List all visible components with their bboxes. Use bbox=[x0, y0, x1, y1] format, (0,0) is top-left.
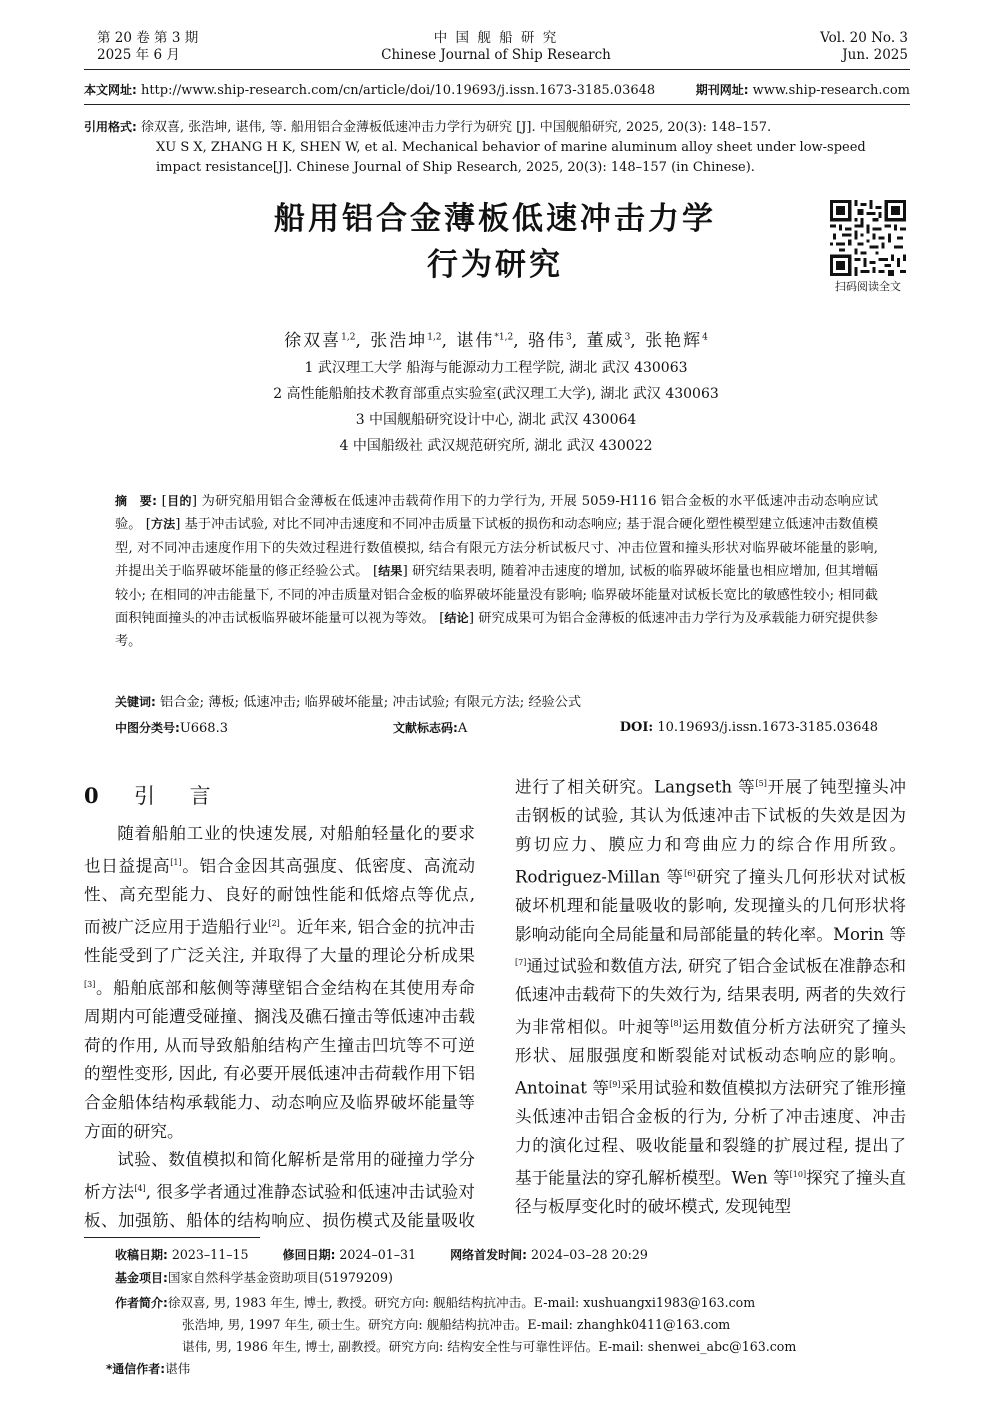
body-text: 进行了相关研究。Langseth 等 bbox=[515, 777, 756, 797]
author-name: 徐双喜 bbox=[284, 331, 342, 351]
affiliation-2: 2 高性能船舶技术教育部重点实验室(武汉理工大学), 湖北 武汉 430063 bbox=[273, 386, 719, 402]
header-rule bbox=[84, 69, 910, 70]
keywords-label: 关键词: bbox=[115, 695, 156, 709]
online-label: 网络首发时间: bbox=[450, 1248, 527, 1262]
abstract: 摘 要: [目的] 为研究船用铝合金薄板在低速冲击载荷作用下的力学行为, 开展 5059-H116 铝合金板的水平低速冲击动态响应试验。 [方法] 基于冲击试验, 对比不同冲击速度和不同冲击质量下试板的损伤和动态响应; 基于混合硬化塑性模型建立低速冲击数值模型, 对不同冲击速度作用下的失效过程进行数值模拟, 结合有限元方法分析试板尺寸、冲击位置和撞头形状对临界破坏能量的影响, 并提出关于临界破坏能量的修正经验公式。 [结果] 研究结果表明, 随着冲击速度的增加, 试板的临界破坏能量也相应增加, 但其增幅较小; 在相同的冲击能量下, 不同的冲击质量对铝合金板的临界破坏能量没有影响; 临界破坏能量对试板长宽比的敏感性较小; 相同截面积钝面撞头的冲击试板临界破坏能量可以视为等效。 [结论] 研究成果可为铝合金薄板的低速冲击力学行为及承载能力研究提供参考。 bbox=[115, 494, 879, 650]
online-date: 2024–03–28 20:29 bbox=[530, 1247, 648, 1262]
fund-label: 基金项目: bbox=[115, 1271, 168, 1285]
citation-ref[interactable]: [1] bbox=[170, 857, 182, 867]
author-affiliation-mark: 4 bbox=[702, 332, 708, 343]
article-url-link[interactable]: http://www.ship-research.com/cn/article/doi/10.19693/j.issn.1673-3185.03648 bbox=[140, 83, 656, 98]
author-name: 骆伟 bbox=[528, 331, 567, 351]
body-column-right bbox=[515, 764, 908, 1229]
author-name: 张艳辉 bbox=[645, 331, 703, 351]
footnote-dates bbox=[115, 1244, 905, 1266]
journal-url bbox=[696, 82, 910, 99]
clc-code bbox=[115, 718, 228, 739]
doc-value: A bbox=[457, 721, 468, 736]
abstract-result: 研究结果表明, 随着冲击速度的增加, 试板的临界破坏能量也相应增加, 但其增幅较小; 在相同的冲击能量下, 不同的冲击质量对铝合金板的临界破坏能量没有影响; 临界破坏能量对试板长宽比的敏感性较小; 相同截面积钝面撞头的冲击试板临界破坏能量可以视为等效。 bbox=[115, 564, 878, 627]
url-row bbox=[84, 82, 910, 99]
citation-ref[interactable]: [2] bbox=[268, 918, 280, 928]
corresponding-author: 谌伟 bbox=[165, 1361, 191, 1376]
journal-name-cn: 中 国 舰 船 研 究 bbox=[433, 30, 559, 46]
body-text: 。船舶底部和舷侧等薄壁铝合金结构在其使用寿命周期内可能遭受碰撞、搁浅及礁石撞击等低速冲击载荷的作用, 从而导致船舶结构产生撞击凹坑等不可逆的塑性变形, 因此, 有必要开展低速冲击荷载作用下铝合金船体结构承载能力、动态响应及临界破坏能量等方面的研究。 bbox=[84, 978, 475, 1141]
footnote-bios bbox=[115, 1292, 905, 1358]
paragraph bbox=[84, 1146, 475, 1230]
bio-3: 谌伟, 男, 1986 年生, 博士, 副教授。研究方向: 结构安全性与可靠性评估。E-mail: shenwei_abc@163.com bbox=[182, 1339, 797, 1354]
bio-label: 作者简介: bbox=[115, 1296, 168, 1310]
header-date-en: Jun. 2025 bbox=[842, 47, 908, 63]
qr-code-icon[interactable] bbox=[830, 200, 906, 276]
abstract-conclusion-tag: 结论 bbox=[444, 611, 469, 626]
footnote-fund bbox=[115, 1267, 905, 1289]
affiliation-4: 4 中国船级社 武汉规范研究所, 湖北 武汉 430022 bbox=[339, 438, 653, 454]
abstract-method-tag: 方法 bbox=[150, 517, 176, 532]
affiliation-1: 1 武汉理工大学 船海与能源动力工程学院, 湖北 武汉 430063 bbox=[304, 360, 688, 376]
citation-ref[interactable]: [5] bbox=[755, 778, 767, 788]
title-line-1: 船用铝合金薄板低速冲击力学 bbox=[274, 201, 716, 237]
body-text: 采用试验和数值模拟方法研究了锥形撞头低速冲击铝合金板的行为, 分析了冲击速度、冲击力的演化过程、吸收能量和裂缝的扩展过程, 提出了基于能量法的穿孔解析模型。Wen 等 bbox=[515, 1078, 906, 1188]
body-text: 随着船舶工业的快速发展, 对船舶轻量化的要求也日益提高 bbox=[84, 824, 475, 876]
body-column-right-flow bbox=[515, 764, 906, 1222]
fund-text: 国家自然科学基金资助项目(51979209) bbox=[167, 1270, 393, 1285]
citation-ref[interactable]: [3] bbox=[84, 979, 96, 989]
header-date-cn: 2025 年 6 月 bbox=[97, 47, 180, 63]
body-text: 。近年来, 铝合金的抗冲击性能受到了广泛关注, 并取得了大量的理论分析成果 bbox=[84, 917, 475, 965]
author-name: 张浩坤 bbox=[370, 331, 428, 351]
citation-label: 引用格式: bbox=[84, 120, 137, 134]
article-url-label: 本文网址: bbox=[84, 83, 137, 97]
citation-ref[interactable]: [10] bbox=[789, 1169, 807, 1179]
header-volume-en bbox=[820, 30, 908, 64]
citation-block bbox=[84, 117, 910, 178]
doc-label: 文献标志码: bbox=[393, 721, 458, 735]
doi-label: DOI: bbox=[619, 720, 654, 735]
doi bbox=[620, 718, 878, 738]
corresponding-label: *通信作者: bbox=[106, 1362, 166, 1376]
citation-ref[interactable]: [8] bbox=[670, 1019, 682, 1029]
bio-2: 张浩坤, 男, 1997 年生, 硕士生。研究方向: 舰船结构抗冲击。E-mail: zhanghk0411@163.com bbox=[182, 1317, 731, 1332]
keywords bbox=[115, 692, 878, 713]
revised-label: 修回日期: bbox=[282, 1248, 336, 1262]
citation-ref[interactable]: [6] bbox=[684, 868, 696, 878]
body-text: 运用数值分析方法研究了撞头形状、屈服强度和断裂能对试板动态响应的影响。Antoinat 等 bbox=[515, 1017, 907, 1098]
qr-caption: 扫码阅读全文 bbox=[835, 280, 901, 293]
journal-url-label: 期刊网址: bbox=[695, 83, 749, 97]
citation-ref[interactable]: [4] bbox=[134, 1184, 146, 1194]
body-text: , 很多学者通过准静态试验和低速冲击试验对板、加强筋、船体的结构响应、损伤模式及能量吸收 bbox=[84, 1182, 475, 1230]
section-title: 引 言 bbox=[133, 784, 225, 808]
citation-cn: 徐双喜, 张浩坤, 谌伟, 等. 船用铝合金薄板低速冲击力学行为研究 [J]. 中国舰船研究, 2025, 20(3): 148–157. bbox=[140, 120, 772, 135]
body-text: 通过试验和数值方法, 研究了铝合金试板在准静态和低速冲击载荷下的失效行为, 结果表明, 两者的失效行为非常相似。叶昶等 bbox=[515, 956, 906, 1037]
revised-date: 2024–01–31 bbox=[339, 1247, 417, 1262]
author-name: 董威 bbox=[586, 331, 625, 351]
paragraph bbox=[515, 764, 906, 1222]
doc-code bbox=[393, 718, 467, 739]
body-text: 。铝合金因其高强度、低密度、高流动性、高充型能力、良好的耐蚀性能和低熔点等优点, 而被广泛应用于造船行业 bbox=[84, 856, 475, 937]
body-text: 研究了撞头几何形状对试板破坏机理和能量吸收的影响, 发现撞头的几何形状将影响动能向全局能量和局部能量的转化率。Morin 等 bbox=[515, 867, 906, 944]
url-rule bbox=[84, 104, 910, 105]
author-affiliation-mark: 3 bbox=[566, 332, 572, 343]
journal-url-link[interactable]: www.ship-research.com bbox=[752, 83, 910, 98]
keywords-text: 铝合金; 薄板; 低速冲击; 临界破坏能量; 冲击试验; 有限元方法; 经验公式 bbox=[160, 695, 582, 710]
title-line-2: 行为研究 bbox=[427, 247, 563, 283]
bio-1: 徐双喜, 男, 1983 年生, 博士, 教授。研究方向: 舰船结构抗冲击。E-mail: xushuangxi1983@163.com bbox=[167, 1295, 756, 1310]
author-affiliation-mark: *1,2 bbox=[494, 332, 514, 343]
section-heading bbox=[84, 780, 225, 810]
abstract-conclusion: 研究成果可为铝合金薄板的低速冲击力学行为及承载能力研究提供参考。 bbox=[115, 611, 879, 650]
affiliation-3: 3 中国舰船研究设计中心, 湖北 武汉 430064 bbox=[355, 412, 637, 428]
journal-name-en: Chinese Journal of Ship Research bbox=[381, 47, 611, 63]
section-number: 0 bbox=[84, 783, 113, 808]
abstract-label: 摘 要: bbox=[115, 494, 157, 508]
citation-ref[interactable]: [9] bbox=[609, 1080, 621, 1090]
received-date: 2023–11–15 bbox=[171, 1247, 249, 1262]
body-text: 试验、数值模拟和简化解析是常用的碰撞力学分析方法 bbox=[84, 1150, 475, 1202]
body-text: 开展了钝型撞头冲击钢板的试验, 其认为低速冲击下试板的失效是因为剪切应力、膜应力和弯曲应力的综合作用所致。Rodriguez-Millan 等 bbox=[515, 777, 907, 887]
abstract-objective: 为研究船用铝合金薄板在低速冲击载荷作用下的力学行为, 开展 5059-H116 铝合金板的水平低速冲击动态响应试验。 bbox=[115, 494, 878, 533]
article-title bbox=[150, 196, 840, 288]
body-column-left bbox=[84, 820, 475, 1230]
clc-label: 中图分类号: bbox=[115, 721, 180, 735]
author-affiliation-mark: 1,2 bbox=[427, 332, 442, 343]
abstract-method: 基于冲击试验, 对比不同冲击速度和不同冲击质量下试板的损伤和动态响应; 基于混合硬化塑性模型建立低速冲击数值模型, 对不同冲击速度作用下的失效过程进行数值模拟, 结合有限元方法分析试板尺寸、冲击位置和撞头形状对临界破坏能量的影响, 并提出关于临界破坏能量的修正经验公式。 bbox=[115, 517, 879, 580]
header-vol-issue-en: Vol. 20 No. 3 bbox=[820, 30, 908, 46]
footnote-corresponding bbox=[106, 1358, 896, 1380]
body-text: 探究了撞头直径与板厚变化时的破坏模式, 发现钝型 bbox=[515, 1168, 907, 1216]
abstract-result-tag: 结果 bbox=[378, 564, 403, 579]
citation-en: XU S X, ZHANG H K, SHEN W, et al. Mechanical behavior of marine aluminum alloy sheet under low-speed impact resistance[J]. Chinese Journal of Ship Research, 2025, 20(3): 148–157 (in Chinese). bbox=[156, 140, 866, 175]
author-name: 谌伟 bbox=[456, 331, 495, 351]
clc-value: U668.3 bbox=[179, 721, 228, 736]
received-label: 收稿日期: bbox=[115, 1248, 168, 1262]
author-list: 徐双喜$^{1,2}$, 张浩坤$^{1,2}$, 谌伟$^{*1,2}$, 骆伟$^3$, 董威$^3$, 张艳辉$^4$ bbox=[284, 331, 708, 351]
footnote-rule bbox=[84, 1237, 260, 1238]
abstract-objective-tag: 目的 bbox=[166, 494, 192, 508]
doi-value[interactable]: 10.19693/j.issn.1673-3185.03648 bbox=[657, 720, 878, 735]
paragraph bbox=[84, 820, 475, 1146]
citation-ref[interactable]: [7] bbox=[515, 958, 527, 968]
author-affiliation-mark: 1,2 bbox=[341, 332, 356, 343]
header-vol-issue-cn: 第 20 卷 第 3 期 bbox=[97, 30, 199, 46]
author-affiliation-mark: 3 bbox=[624, 332, 631, 343]
